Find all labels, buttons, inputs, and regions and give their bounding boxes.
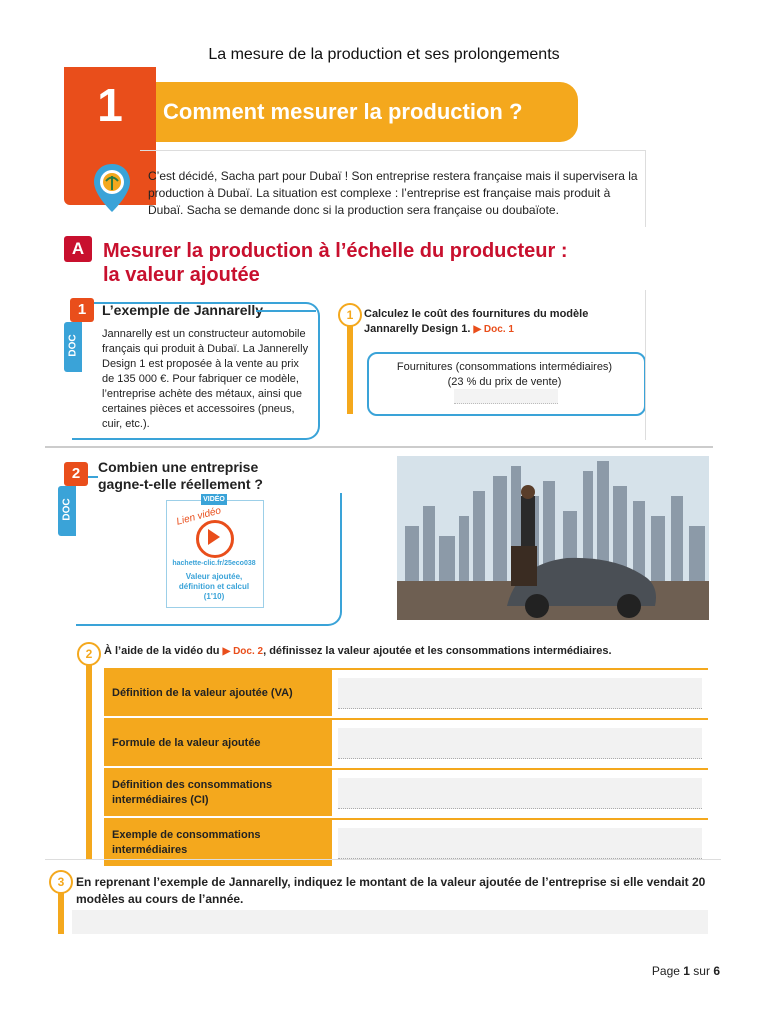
doc1-text: Jannarelly est un constructeur automobile français qui produit à Dubaï. La Jannerelly Design 1 est proposée à la vente au prix de 135 000 €. Pour fabriquer ce modèle, l’entreprise achète des métaux, ainsi que certaines pièces et accessoires (pneus, cuir, etc.). [102,328,309,430]
video-caption-line-3: (1'10) [203,592,225,601]
q2-answer-field[interactable] [338,678,702,709]
q2-number: 2 [77,642,101,666]
q2-row [104,818,708,868]
q3-text: En reprenant l’exemple de Jannarelly, indiquez le montant de la valeur ajoutée de l’entreprise si elle vendait 20 modèles au cours de l’année. [76,875,706,906]
q2-answer-field[interactable] [338,828,702,859]
doc1-tab [64,322,82,372]
q2-text-after: , définissez la valeur ajoutée et les consommations intermédiaires. [263,645,612,657]
section-title-line-1: Mesurer la production à l’échelle du producteur : [103,240,568,262]
video-caption-line-2: définition et calcul [178,582,250,591]
q1-text [364,307,634,337]
section-letter-badge: A [64,236,92,262]
q2-row [104,668,708,718]
doc2-tab [58,486,76,536]
q2-table [104,668,708,868]
q2-row-label: Définition de la valeur ajoutée (VA) [104,670,332,716]
q1-box-line-1: Fournitures (consommations intermédiaires) [396,361,613,373]
q1-doc-ref: ▶ Doc. 1 [473,324,514,335]
doc2-title [98,459,348,493]
q1-answer-field[interactable] [454,389,558,404]
chapter-number: 1 [97,79,123,131]
map-pin-icon [92,162,132,214]
doc1-title: L’exemple de Jannarelly [102,302,264,318]
q2-answer-field[interactable] [338,778,702,809]
divider-1 [45,446,713,448]
doc1-number: 1 [70,298,94,322]
q1-number: 1 [338,303,362,327]
footer-page-total: 6 [713,964,720,978]
doc2-title-line-1: Combien une entreprise [98,459,259,475]
q2-row [104,718,708,768]
q2-row-label: Exemple de consommations intermédiaires [104,820,332,866]
footer-middle: sur [689,964,714,978]
q2-bar [86,660,92,860]
section-title [103,239,623,287]
q1-box-line-2: (23 % du prix de vente) [447,376,562,388]
q2-row-label: Formule de la valeur ajoutée [104,720,332,766]
footer-prefix: Page [651,964,684,978]
q2-doc-ref: ▶ Doc. 2 [222,646,264,657]
video-tag: VIDÉO [201,494,227,505]
chapter-intro-text: C’est décidé, Sacha part pour Dubaï ! Son entreprise restera française mais il supervisera la production à Dubaï. La situation est complexe : l’entreprise est française mais produit à Dubaï. Sacha se demande donc si la production sera française ou doubaïote. [148,169,638,217]
q1-question: Calculez le coût des fournitures du modèle Jannarelly Design 1. [364,308,589,335]
q2-answer-field[interactable] [338,728,702,759]
video-caption-line-1: Valeur ajoutée, [185,572,243,581]
q1-bar [347,318,353,414]
q2-row-label: Définition des consommations intermédiaires (CI) [104,770,332,816]
video-url[interactable]: hachette-clic.fr/25eco038 [172,560,256,567]
doc1-title-rule [256,310,316,312]
divider-2 [45,859,721,860]
video-link-label: Lien vidéo [175,505,223,528]
video-caption [166,572,262,602]
page-header-title: La mesure de la production et ses prolongements [208,46,560,63]
doc2-title-line-2: gagne-t-elle réellement ? [98,476,263,492]
divider-vertical [645,290,646,440]
doc2-tab-label: DOC [61,498,73,521]
dubai-car-photo [397,456,709,620]
doc1-tab-label: DOC [67,334,79,357]
play-triangle-icon [208,529,220,545]
footer-page-number: 1 [683,964,690,978]
q2-text-before: À l’aide de la vidéo du [104,645,223,657]
q3-answer-field[interactable] [72,910,708,934]
section-title-line-2: la valeur ajoutée [103,264,260,286]
page-footer [600,964,720,978]
q3-number: 3 [49,870,73,894]
q1-box-text [367,360,642,390]
doc2-number: 2 [64,462,88,486]
q2-text [104,645,704,657]
q2-row [104,768,708,818]
chapter-title: Comment mesurer la production ? [163,99,523,124]
